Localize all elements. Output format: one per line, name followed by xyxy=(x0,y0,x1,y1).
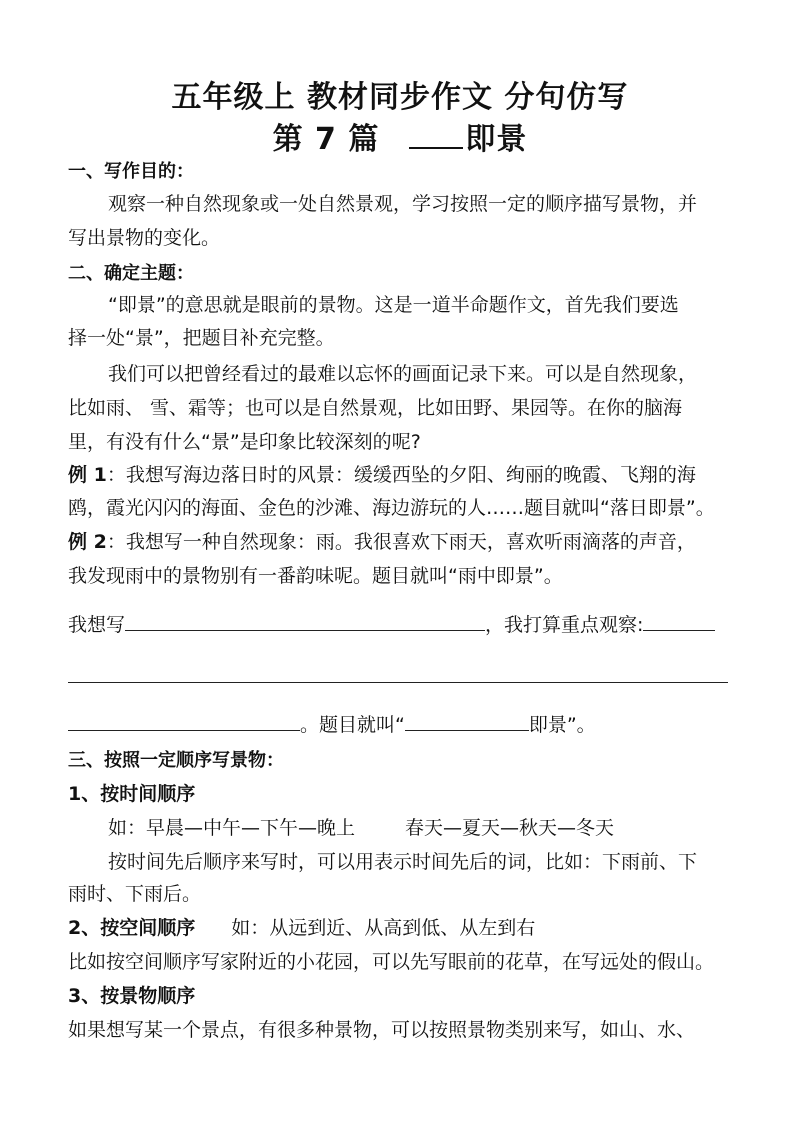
fill-label-suffix: 即景”。 xyxy=(528,714,596,736)
section-heading-theme: 二、确定主题： xyxy=(68,263,194,284)
fill-line-1 xyxy=(68,612,715,637)
example-2-label: 例 2 xyxy=(68,531,107,553)
paragraph-line: 比如雨、 雪、霜等；也可以是自然景观，比如田野、果园等。在你的脑海 xyxy=(68,397,683,419)
title-blank xyxy=(409,121,463,149)
fill-label-observe: ，我打算重点观察: xyxy=(485,614,644,636)
fill-label-title: 。题目就叫“ xyxy=(300,714,405,736)
paragraph-line: 如果想写某一个景点，有很多种景物，可以按照景物类别来写，如山、水、 xyxy=(68,1019,696,1041)
page-title: 五年级上 教材同步作文 分句仿写 xyxy=(171,80,629,115)
section-heading-order: 三、按照一定顺序写景物： xyxy=(68,750,284,771)
blank-observe-cont[interactable] xyxy=(68,712,300,731)
blank-observe[interactable] xyxy=(643,612,715,631)
paragraph-line: 里，有没有什么“景”是印象比较深刻的呢? xyxy=(68,431,421,453)
time-order-example xyxy=(108,816,614,840)
paragraph-line: 按时间先后顺序来写时，可以用表示时间先后的词，比如：下雨前、下 xyxy=(108,851,698,873)
section-heading-purpose: 一、写作目的： xyxy=(68,161,194,182)
example-2 xyxy=(68,530,696,554)
paragraph-line: 写出景物的变化。 xyxy=(68,227,221,249)
subtitle-prefix: 第 7 篇 xyxy=(272,122,380,157)
subtitle-suffix: 即景 xyxy=(465,122,528,157)
blank-topic[interactable] xyxy=(125,612,485,631)
blank-title[interactable] xyxy=(405,712,529,731)
page-subtitle xyxy=(0,114,800,158)
example-1 xyxy=(68,463,696,487)
subheading-space-order: 2、按空间顺序 xyxy=(68,917,196,939)
subheading-scenery-order: 3、按景物顺序 xyxy=(68,985,196,1007)
paragraph-line: 我们可以把曾经看过的最难以忘怀的画面记录下来。可以是自然现象， xyxy=(108,363,698,385)
paragraph-line: “即景”的意思就是眼前的景物。这是一道半命题作文，首先我们要选 xyxy=(108,294,679,316)
paragraph-line: 雨时、下雨后。 xyxy=(68,883,202,905)
paragraph-line: 鸥，霞光闪闪的海面、金色的沙滩、海边游玩的人……题目就叫“落日即景”。 xyxy=(68,497,715,519)
paragraph-line: 比如按空间顺序写家附近的小花园，可以先写眼前的花草，在写远处的假山。 xyxy=(68,951,715,973)
example-1-text: ：我想写海边落日时的风景：缓缓西坠的夕阳、绚丽的晚霞、飞翔的海 xyxy=(106,464,696,486)
subheading-time-order: 1、按时间顺序 xyxy=(68,783,196,805)
blank-full-line[interactable] xyxy=(68,682,728,683)
fill-line-3 xyxy=(68,712,596,737)
space-order-example: 如：从远到近、从高到低、从左到右 xyxy=(231,917,536,939)
example-2-text: ：我想写一种自然现象：雨。我很喜欢下雨天，喜欢听雨滴落的声音， xyxy=(106,531,696,553)
paragraph-line: 观察一种自然现象或一处自然景观，学习按照一定的顺序描写景物，并 xyxy=(108,193,698,215)
example-1-label: 例 1 xyxy=(68,464,107,486)
fill-label-write: 我想写 xyxy=(68,614,126,636)
paragraph-line: 择一处“景”，把题目补充完整。 xyxy=(68,327,335,349)
paragraph-line: 我发现雨中的景物别有一番韵味呢。题目就叫“雨中即景”。 xyxy=(68,565,563,587)
time-example-season: 春天—夏天—秋天—冬天 xyxy=(405,817,615,839)
space-order-row xyxy=(68,916,535,940)
time-example-day: 如：早晨—中午—下午—晚上 xyxy=(108,817,356,839)
